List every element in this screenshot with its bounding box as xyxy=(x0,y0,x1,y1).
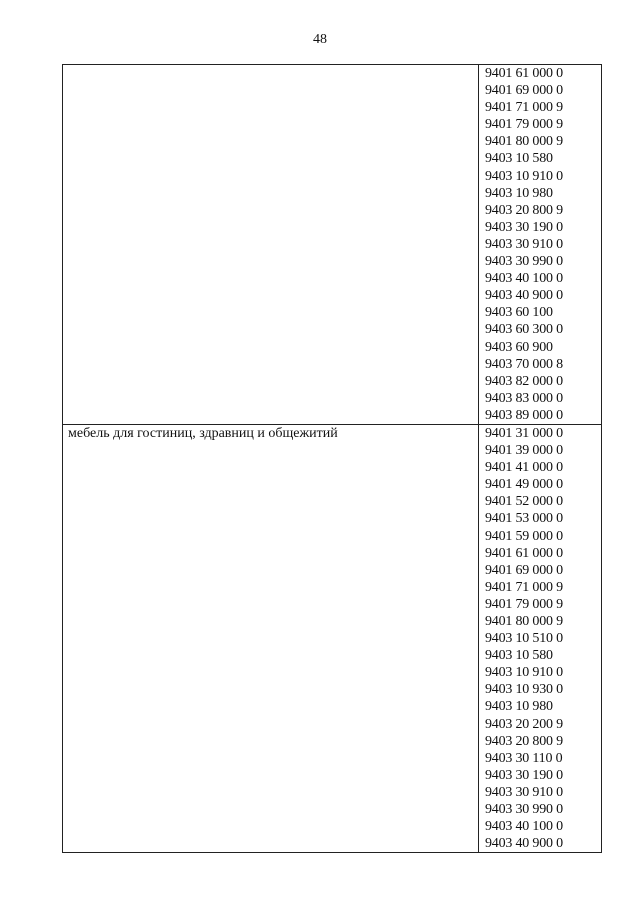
tnved-code: 9403 82 000 0 xyxy=(485,373,563,389)
description-cell xyxy=(63,65,479,425)
tnved-code: 9403 89 000 0 xyxy=(485,407,563,423)
page-number: 48 xyxy=(313,32,327,47)
tnved-code: 9403 20 800 9 xyxy=(485,202,563,218)
table-body xyxy=(63,65,602,853)
code-list xyxy=(479,425,601,852)
tnved-code: 9403 70 000 8 xyxy=(485,356,563,372)
tnved-code: 9401 59 000 0 xyxy=(485,528,563,544)
tnved-code: 9403 30 910 0 xyxy=(485,784,563,800)
tnved-code: 9403 30 990 0 xyxy=(485,254,563,270)
tnved-code: 9403 40 900 0 xyxy=(485,288,563,304)
code-list xyxy=(479,65,601,424)
tnved-code: 9403 30 190 0 xyxy=(485,219,563,235)
codes-cell xyxy=(479,65,602,425)
tnved-code: 9403 60 100 xyxy=(485,305,553,321)
tnved-code: 9401 80 000 9 xyxy=(485,134,563,150)
tnved-code: 9403 83 000 0 xyxy=(485,390,563,406)
goods-codes-table xyxy=(62,64,602,853)
tnved-code: 9403 30 910 0 xyxy=(485,236,563,252)
tnved-code: 9403 30 110 0 xyxy=(485,750,563,766)
tnved-code: 9403 30 190 0 xyxy=(485,767,563,783)
table-row xyxy=(63,424,602,852)
tnved-code: 9401 80 000 9 xyxy=(485,614,563,629)
tnved-code: 9403 30 990 0 xyxy=(485,802,563,818)
tnved-code: 9403 60 900 xyxy=(485,339,553,355)
tnved-code: 9403 20 200 9 xyxy=(485,716,563,732)
tnved-code: 9401 31 000 0 xyxy=(485,425,563,441)
tnved-code: 9403 10 510 0 xyxy=(485,631,563,647)
tnved-code: 9401 41 000 0 xyxy=(485,460,563,476)
tnved-code: 9403 60 300 0 xyxy=(485,322,563,338)
tnved-code: 9401 39 000 0 xyxy=(485,443,563,459)
tnved-code: 9401 79 000 9 xyxy=(485,117,563,133)
tnved-code: 9403 10 910 0 xyxy=(485,168,563,184)
tnved-code: 9403 20 800 9 xyxy=(485,733,563,749)
tnved-code: 9401 69 000 0 xyxy=(485,83,563,99)
tnved-code: 9403 10 580 xyxy=(485,648,553,664)
tnved-code: 9403 10 980 xyxy=(485,699,553,715)
tnved-code: 9401 71 000 9 xyxy=(485,579,563,595)
tnved-code: 9401 61 000 0 xyxy=(485,66,563,81)
tnved-code: 9403 10 930 0 xyxy=(485,682,563,698)
tnved-code: 9401 71 000 9 xyxy=(485,100,563,116)
description-text: мебель для гостиниц, здравниц и общежитий xyxy=(68,425,338,441)
table-row xyxy=(63,65,602,425)
tnved-code: 9403 10 980 xyxy=(485,185,553,201)
tnved-code: 9403 40 100 0 xyxy=(485,271,563,287)
tnved-code: 9403 40 900 0 xyxy=(485,836,563,852)
tnved-code: 9401 61 000 0 xyxy=(485,545,563,561)
tnved-code: 9403 10 580 xyxy=(485,151,553,167)
tnved-code: 9401 69 000 0 xyxy=(485,562,563,578)
description-cell xyxy=(63,424,479,852)
codes-cell xyxy=(479,424,602,852)
tnved-code: 9401 52 000 0 xyxy=(485,494,563,510)
tnved-code: 9401 53 000 0 xyxy=(485,511,563,527)
tnved-code: 9401 49 000 0 xyxy=(485,477,563,493)
tnved-code: 9401 79 000 9 xyxy=(485,596,563,612)
tnved-code: 9403 10 910 0 xyxy=(485,665,563,681)
tnved-code: 9403 40 100 0 xyxy=(485,819,563,835)
